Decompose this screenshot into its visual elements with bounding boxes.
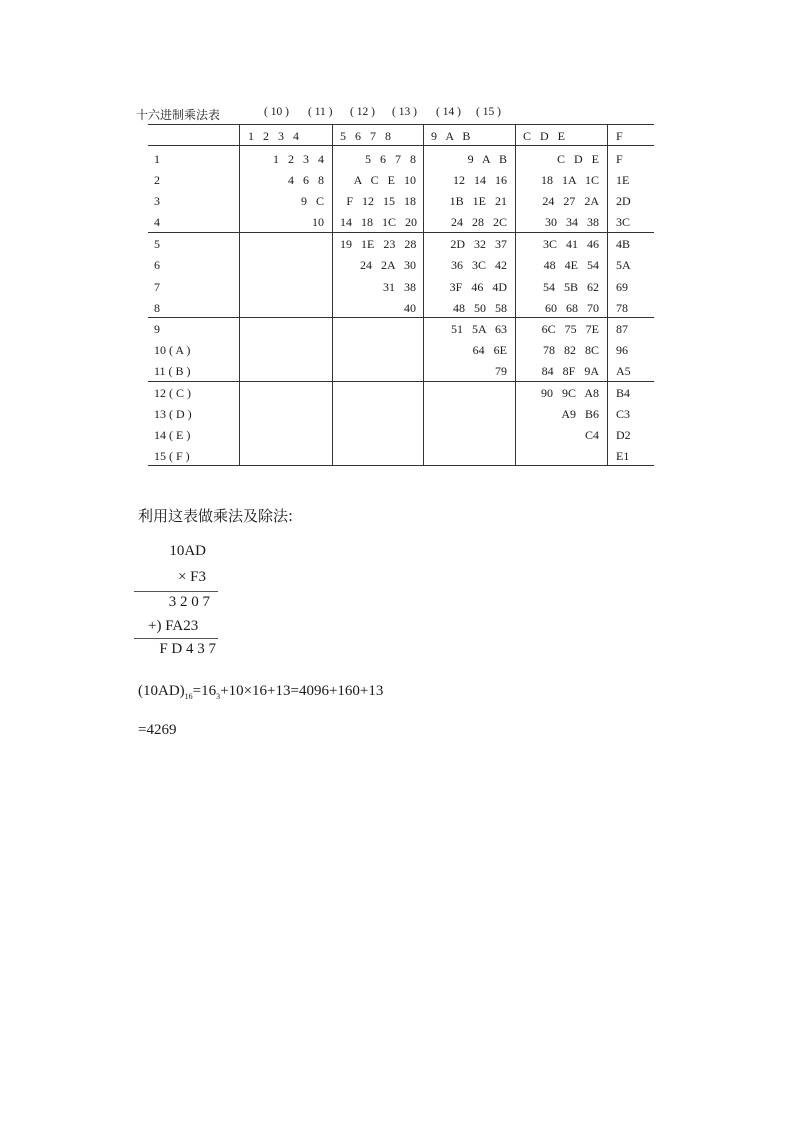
table-rule <box>239 124 240 465</box>
table-cell: 12 14 16 <box>453 173 507 187</box>
multiplier: × F3 <box>177 569 206 585</box>
table-cell: E1 <box>616 449 630 463</box>
table-cell: 18 1A 1C <box>540 173 599 187</box>
table-rule <box>148 317 654 318</box>
table-cell: 40 <box>404 301 416 315</box>
table-title: 十六进制乘法表 <box>136 108 221 122</box>
table-cell: A9 B6 <box>561 407 599 421</box>
table-cell: 87 <box>616 322 628 336</box>
table-cell: B4 <box>616 386 631 400</box>
row-label: 14 ( E ) <box>154 428 191 442</box>
row-label: 8 <box>154 301 160 315</box>
table-cell: 30 34 38 <box>545 215 599 229</box>
table-cell: 3F 46 4D <box>449 280 507 294</box>
column-header: C D E <box>523 129 565 143</box>
table-cell: 96 <box>616 343 628 357</box>
table-cell: C3 <box>616 407 631 421</box>
table-cell: 78 82 8C <box>542 343 599 357</box>
table-cell: 69 <box>616 280 628 294</box>
table-cell: 48 50 58 <box>453 301 507 315</box>
table-cell: 4B <box>616 237 631 251</box>
row-label: 2 <box>154 173 160 187</box>
table-cell: A C E 10 <box>353 173 416 187</box>
column-header: 9 A B <box>431 129 471 143</box>
row-label: 3 <box>154 194 160 208</box>
table-cell: 10 <box>312 215 324 229</box>
partial-product: 3 2 0 7 <box>168 594 210 610</box>
table-cell: 5 6 7 8 <box>365 152 416 166</box>
table-cell: 24 28 2C <box>450 215 507 229</box>
table-cell: 9 C <box>300 194 324 208</box>
product-result: F D 4 3 7 <box>159 641 216 657</box>
table-cell: C D E <box>557 152 599 166</box>
table-cell: 48 4E 54 <box>543 258 599 272</box>
conversion-rhs: +10×16+13=4096+160+13 <box>220 683 384 699</box>
row-label: 11 ( B ) <box>154 364 191 378</box>
table-cell: 2D <box>616 194 631 208</box>
table-cell: 54 5B 62 <box>542 280 599 294</box>
table-cell: D2 <box>616 428 631 442</box>
row-label: 6 <box>154 258 160 272</box>
table-cell: 3C 41 46 <box>542 237 599 251</box>
row-label: 5 <box>154 237 160 251</box>
table-cell: 9 A B <box>467 152 507 166</box>
table-cell: 78 <box>616 301 628 315</box>
header-code: ( 13 ) <box>392 106 417 118</box>
table-rule <box>423 124 424 465</box>
conversion-result: =4269 <box>138 722 177 738</box>
row-label: 12 ( C ) <box>154 386 191 400</box>
table-rule <box>148 232 654 233</box>
header-code: ( 12 ) <box>350 106 375 118</box>
table-cell: F 12 15 18 <box>346 194 416 208</box>
row-label: 13 ( D ) <box>154 407 192 421</box>
table-cell: 84 8F 9A <box>541 364 599 378</box>
header-code: ( 10 ) <box>264 106 289 118</box>
exponent: 3 <box>216 692 221 701</box>
column-header: F <box>616 129 623 143</box>
sum-rule <box>134 591 218 592</box>
conversion-lhs: (10AD) <box>138 683 185 699</box>
table-cell: 60 68 70 <box>545 301 599 315</box>
partial-product: +) FA23 <box>148 618 199 634</box>
header-code: ( 11 ) <box>308 106 333 118</box>
table-cell: 14 18 1C 20 <box>340 215 418 229</box>
conversion-line <box>138 683 383 701</box>
table-cell: 3C <box>616 215 631 229</box>
table-rule <box>515 124 516 465</box>
table-cell: 5A <box>616 258 631 272</box>
row-label: 1 <box>154 152 160 166</box>
row-label: 9 <box>154 322 160 336</box>
table-rule <box>148 145 654 146</box>
table-cell: 6C 75 7E <box>541 322 599 336</box>
table-cell: 24 2A 30 <box>359 258 416 272</box>
table-cell: 19 1E 23 28 <box>340 237 417 251</box>
table-rule <box>607 124 608 465</box>
table-cell: A5 <box>616 364 631 378</box>
table-rule <box>332 124 333 465</box>
table-cell: 90 9C A8 <box>540 386 599 400</box>
table-cell: 1 2 3 4 <box>273 152 324 166</box>
table-cell: 31 38 <box>383 280 416 294</box>
multiplicand: 10AD <box>169 543 206 559</box>
table-rule <box>148 381 654 382</box>
table-cell: 1E <box>616 173 630 187</box>
table-cell: 79 <box>495 364 507 378</box>
column-header: 1 2 3 4 <box>248 129 299 143</box>
table-cell: C4 <box>584 428 599 442</box>
row-label: 7 <box>154 280 160 294</box>
column-header: 5 6 7 8 <box>340 129 391 143</box>
table-cell: 51 5A 63 <box>450 322 507 336</box>
table-rule <box>148 465 654 466</box>
table-cell: F <box>616 152 623 166</box>
header-code: ( 14 ) <box>436 106 461 118</box>
table-cell: 24 27 2A <box>542 194 599 208</box>
conversion-rhs: =16 <box>192 683 217 699</box>
table-cell: 1B 1E 21 <box>449 194 507 208</box>
table-cell: 2D 32 37 <box>450 237 507 251</box>
table-cell: 36 3C 42 <box>450 258 507 272</box>
header-code: ( 15 ) <box>476 106 501 118</box>
row-label: 4 <box>154 215 160 229</box>
row-label: 15 ( F ) <box>154 449 190 463</box>
usage-heading: 利用这表做乘法及除法: <box>138 507 294 525</box>
table-rule <box>148 124 654 125</box>
table-cell: 64 6E <box>472 343 507 357</box>
table-cell: 4 6 8 <box>288 173 324 187</box>
row-label: 10 ( A ) <box>154 343 191 357</box>
sum-rule <box>134 638 218 639</box>
base-subscript: 16 <box>184 692 193 701</box>
